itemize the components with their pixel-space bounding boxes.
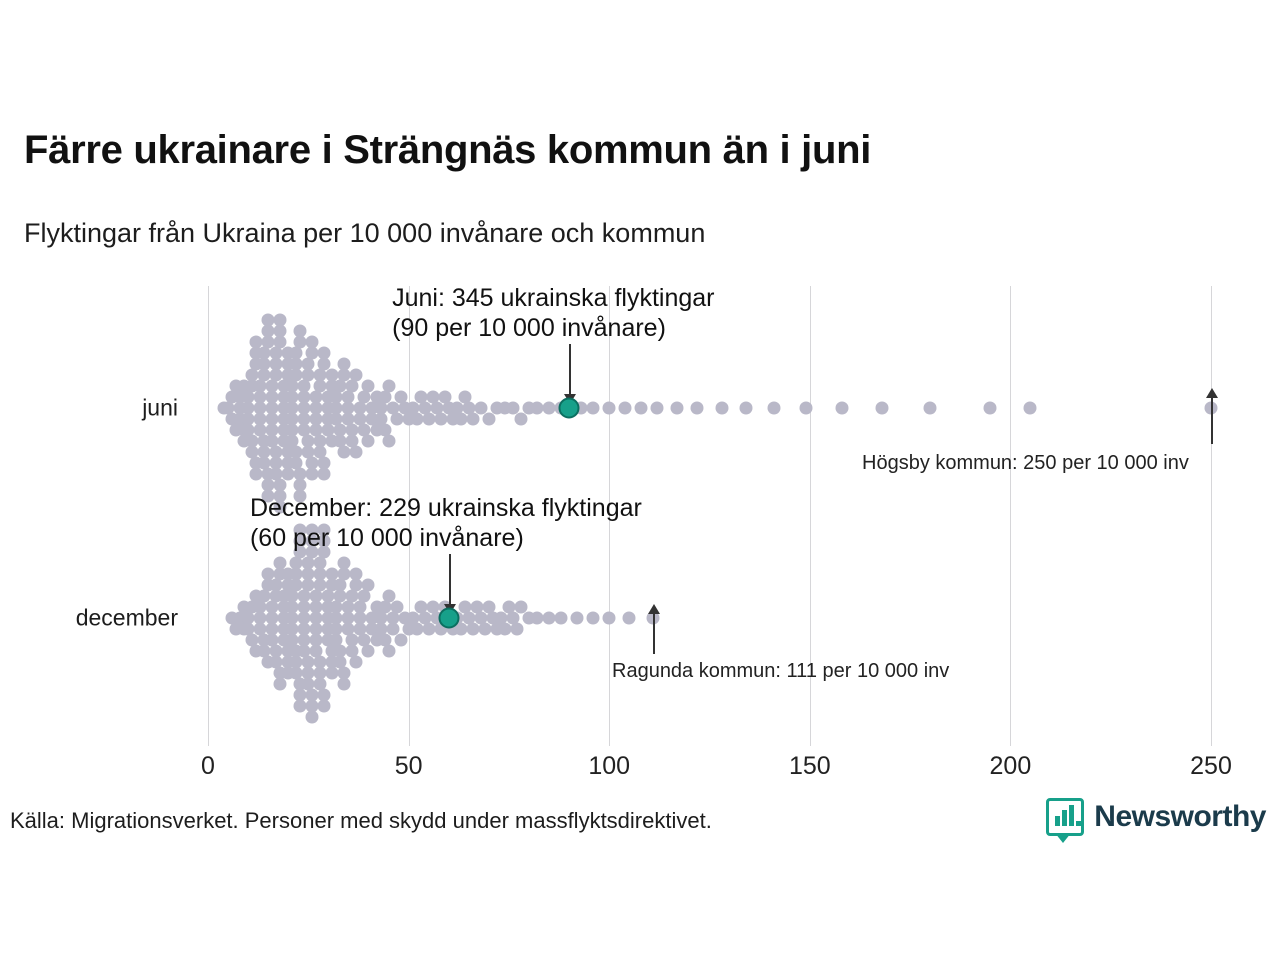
- data-point: [326, 667, 339, 680]
- data-point: [350, 656, 363, 669]
- bar-chart-icon: [1046, 798, 1084, 836]
- annotation-hogsby: Högsby kommun: 250 per 10 000 inv: [862, 452, 1189, 474]
- data-point: [876, 402, 889, 415]
- data-point: [318, 347, 331, 360]
- brand-logo: [1046, 798, 1266, 836]
- data-point: [603, 612, 616, 625]
- data-point: [410, 413, 423, 426]
- data-point: [924, 402, 937, 415]
- data-point: [635, 402, 648, 415]
- x-axis-tick-label: 100: [588, 752, 631, 780]
- data-point: [835, 402, 848, 415]
- chart-subtitle: Flyktingar från Ukraina per 10 000 invånare och kommun: [24, 218, 706, 248]
- data-point: [691, 402, 704, 415]
- gridline: [1010, 286, 1011, 746]
- gridline: [208, 286, 209, 746]
- annotation-juni-line1: Juni: 345 ukrainska flyktingar: [392, 284, 715, 312]
- data-point: [318, 700, 331, 713]
- data-point: [306, 468, 319, 481]
- source-note: Källa: Migrationsverket. Personer med skydd under massflyktsdirektivet.: [10, 808, 712, 833]
- data-point: [338, 358, 351, 371]
- data-point: [350, 369, 363, 382]
- data-point: [466, 413, 479, 426]
- data-point: [410, 623, 423, 636]
- data-point: [306, 711, 319, 724]
- data-point: [767, 402, 780, 415]
- data-point: [555, 612, 568, 625]
- data-point: [651, 402, 664, 415]
- data-point: [478, 623, 491, 636]
- annotation-leader-line: [653, 612, 655, 654]
- data-point: [587, 402, 600, 415]
- data-point: [571, 612, 584, 625]
- annotation-december: [250, 494, 642, 553]
- data-point: [530, 612, 543, 625]
- data-point: [623, 612, 636, 625]
- data-point: [362, 435, 375, 448]
- data-point: [362, 645, 375, 658]
- gridline: [1211, 286, 1212, 746]
- x-axis-tick-label: 200: [989, 752, 1032, 780]
- x-axis-tick-label: 0: [201, 752, 215, 780]
- data-point: [338, 557, 351, 570]
- data-point: [603, 402, 616, 415]
- data-point: [362, 579, 375, 592]
- annotation-leader-line: [1211, 396, 1213, 444]
- data-point: [799, 402, 812, 415]
- brand-name: Newsworthy: [1094, 800, 1266, 833]
- annotation-juni-line2: (90 per 10 000 invånare): [392, 313, 666, 342]
- x-axis-tick-label: 150: [788, 752, 831, 780]
- data-point: [530, 402, 543, 415]
- page-title: Färre ukrainare i Strängnäs kommun än i juni: [24, 128, 872, 172]
- data-point: [318, 468, 331, 481]
- data-point: [671, 402, 684, 415]
- annotation-leader-line: [449, 554, 451, 606]
- data-point: [587, 612, 600, 625]
- data-point: [498, 623, 511, 636]
- x-axis-tick-label: 250: [1190, 752, 1232, 780]
- x-axis-tick-label: 50: [394, 752, 423, 780]
- data-point: [382, 645, 395, 658]
- data-point: [619, 402, 632, 415]
- row-label-juni: juni: [142, 394, 178, 421]
- data-point: [382, 380, 395, 393]
- annotation-ragunda: Ragunda kommun: 111 per 10 000 inv: [612, 660, 950, 682]
- annotation-arrowhead: [1206, 388, 1218, 398]
- data-point: [984, 402, 997, 415]
- annotation-arrowhead: [648, 604, 660, 614]
- data-point: [514, 413, 527, 426]
- data-point: [715, 402, 728, 415]
- data-point: [306, 336, 319, 349]
- annotation-december-line1: December: 229 ukrainska flyktingar: [249, 494, 642, 522]
- data-point: [274, 314, 287, 327]
- data-point: [482, 413, 495, 426]
- highlighted-data-point-december[interactable]: [438, 608, 459, 629]
- data-point: [274, 678, 287, 691]
- data-point: [294, 325, 307, 338]
- data-point: [739, 402, 752, 415]
- annotation-leader-line: [569, 344, 571, 396]
- annotation-december-line2: (60 per 10 000 invånare): [249, 523, 524, 552]
- data-point: [394, 634, 407, 647]
- highlighted-data-point-juni[interactable]: [559, 398, 580, 419]
- data-point: [338, 678, 351, 691]
- annotation-juni: [392, 284, 714, 343]
- data-point: [350, 568, 363, 581]
- data-point: [382, 435, 395, 448]
- data-point: [1024, 402, 1037, 415]
- data-point: [510, 623, 523, 636]
- data-point: [350, 446, 363, 459]
- row-label-december: december: [75, 604, 178, 631]
